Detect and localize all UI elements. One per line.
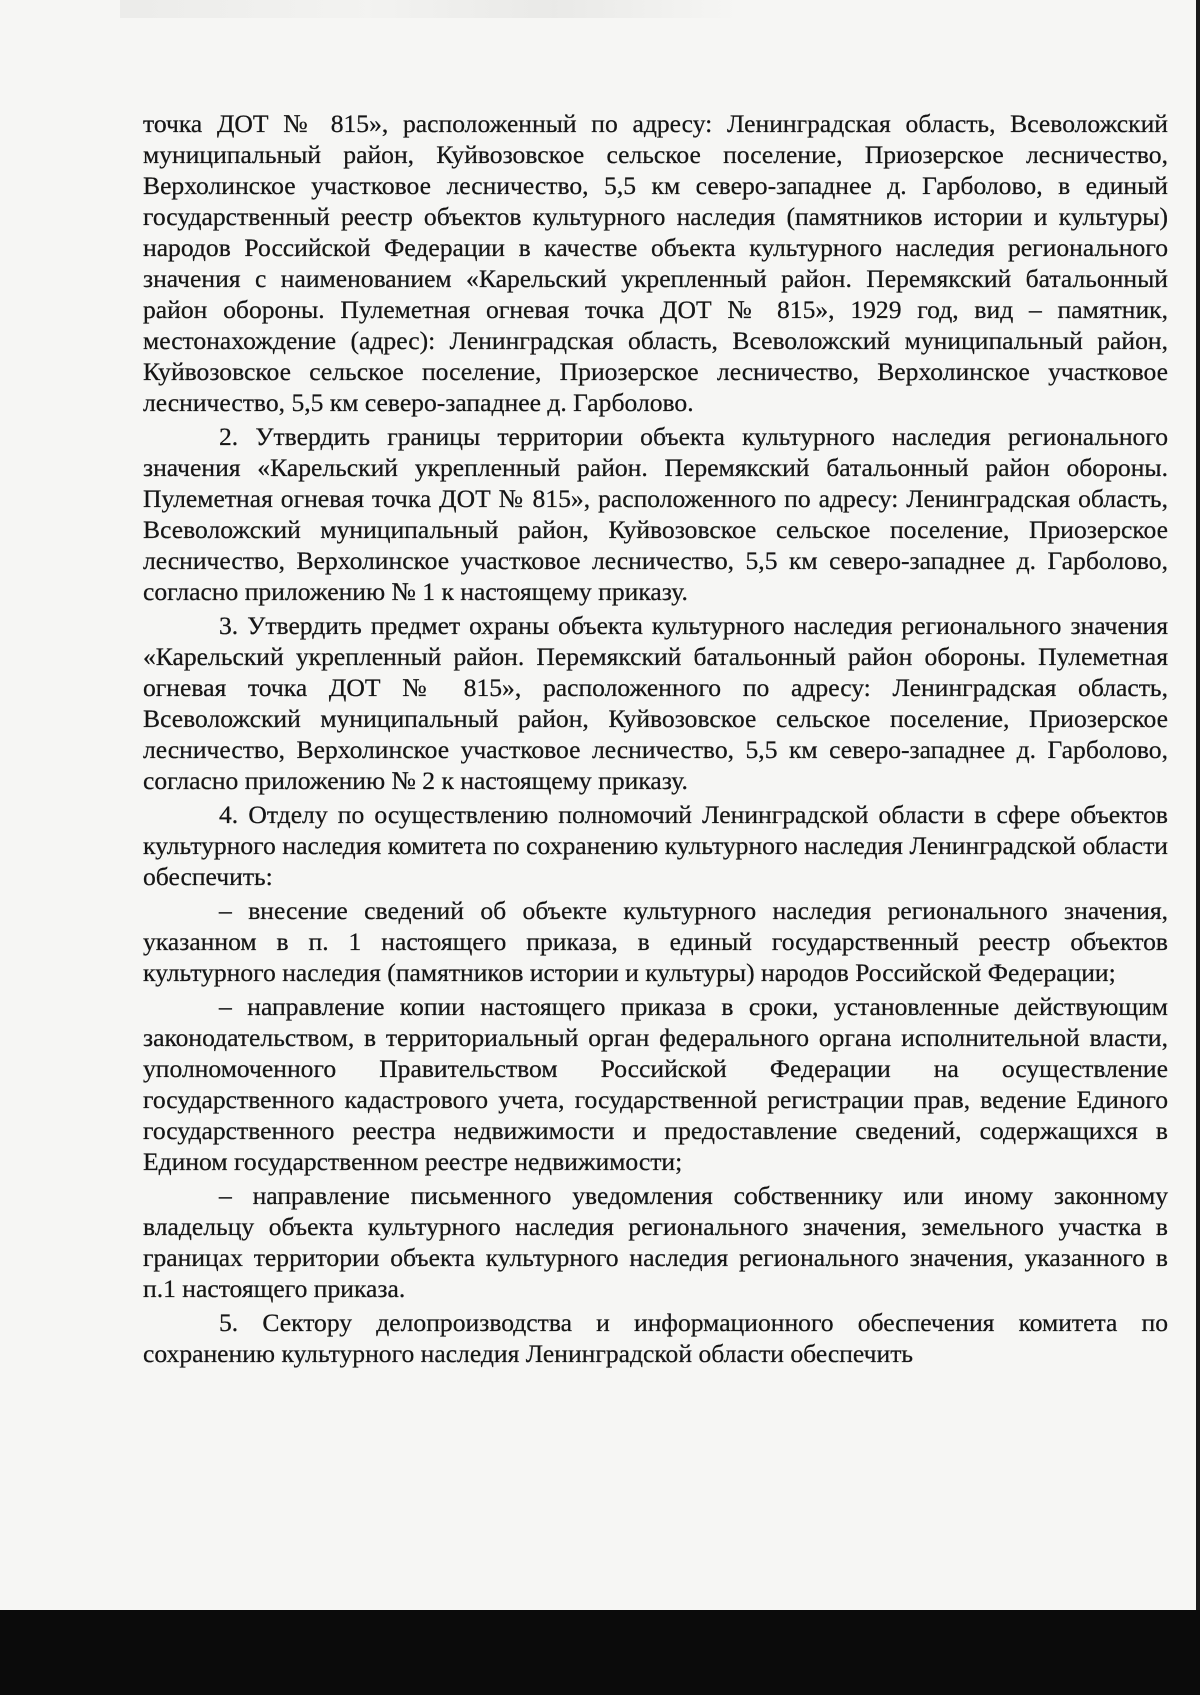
list-item-notification: – направление письменного уведомления собственнику или иному законному владельцу объекта культурного наследия регионального значения, земельного участка в границах территории объекта культурного наследия регионального значения, указанного в п.1 настоящего приказа. [143,1181,1168,1303]
paragraph-item-4: 4. Отделу по осуществлению полномочий Ленинградской области в сфере объектов культурного наследия комитета по сохранению культурного наследия Ленинградской области обеспечить: [143,800,1168,891]
scan-edge [1196,0,1200,1610]
list-item-copy: – направление копии настоящего приказа в сроки, установленные действующим законодательством, в территориальный орган федерального органа исполнительной власти, уполномоченного Правительством Российской Федерации на осуществление государственного кадастрового учета, государственной регистрации прав, ведение Единого государственного реестра недвижимости и предоставление сведений, содержащихся в Едином государственном реестре недвижимости; [143,992,1168,1176]
paragraph-continuation: точка ДОТ № 815», расположенный по адресу: Ленинградская область, Всеволожский муниципальный район, Куйвозовское сельское поселение, Приозерское лесничество, Верхолинское участковое лесничество, 5,5 км северо-западнее д. Гарболово, в единый государственный реестр объектов культурного наследия (памятников истории и культуры) народов Российской Федерации в качестве объекта культурного наследия регионального значения с наименованием «Карельский укрепленный район. Перемякский батальонный район обороны. Пулеметная огневая точка ДОТ № 815», 1929 год, вид – памятник, местонахождение (адрес): Ленинградская область, Всеволожский муниципальный район, Куйвозовское сельское поселение, Приозерское лесничество, Верхолинское участковое лесничество, 5,5 км северо-западнее д. Гарболово. [143,109,1168,417]
list-item-registry: – внесение сведений об объекте культурного наследия регионального значения, указанном в п. 1 настоящего приказа, в единый государственный реестр объектов культурного наследия (памятников истории и культуры) народов Российской Федерации; [143,896,1168,987]
scan-artifact [120,0,740,18]
paragraph-item-2: 2. Утвердить границы территории объекта культурного наследия регионального значения «Карельский укрепленный район. Перемякский батальонный район обороны. Пулеметная огневая точка ДОТ № 815», расположенного по адресу: Ленинградская область, Всеволожский муниципальный район, Куйвозовское сельское поселение, Приозерское лесничество, Верхолинское участковое лесничество, 5,5 км северо-западнее д. Гарболово, согласно приложению № 1 к настоящему приказу. [143,422,1168,606]
document-body [143,108,1168,1369]
scan-bottom-border [0,1610,1200,1695]
paragraph-item-3: 3. Утвердить предмет охраны объекта культурного наследия регионального значения «Карельский укрепленный район. Перемякский батальонный район обороны. Пулеметная огневая точка ДОТ № 815», расположенного по адресу: Ленинградская область, Всеволожский муниципальный район, Куйвозовское сельское поселение, Приозерское лесничество, Верхолинское участковое лесничество, 5,5 км северо-западнее д. Гарболово, согласно приложению № 2 к настоящему приказу. [143,611,1168,795]
paragraph-item-5: 5. Сектору делопроизводства и информационного обеспечения комитета по сохранению культурного наследия Ленинградской области обеспечить [143,1308,1168,1368]
